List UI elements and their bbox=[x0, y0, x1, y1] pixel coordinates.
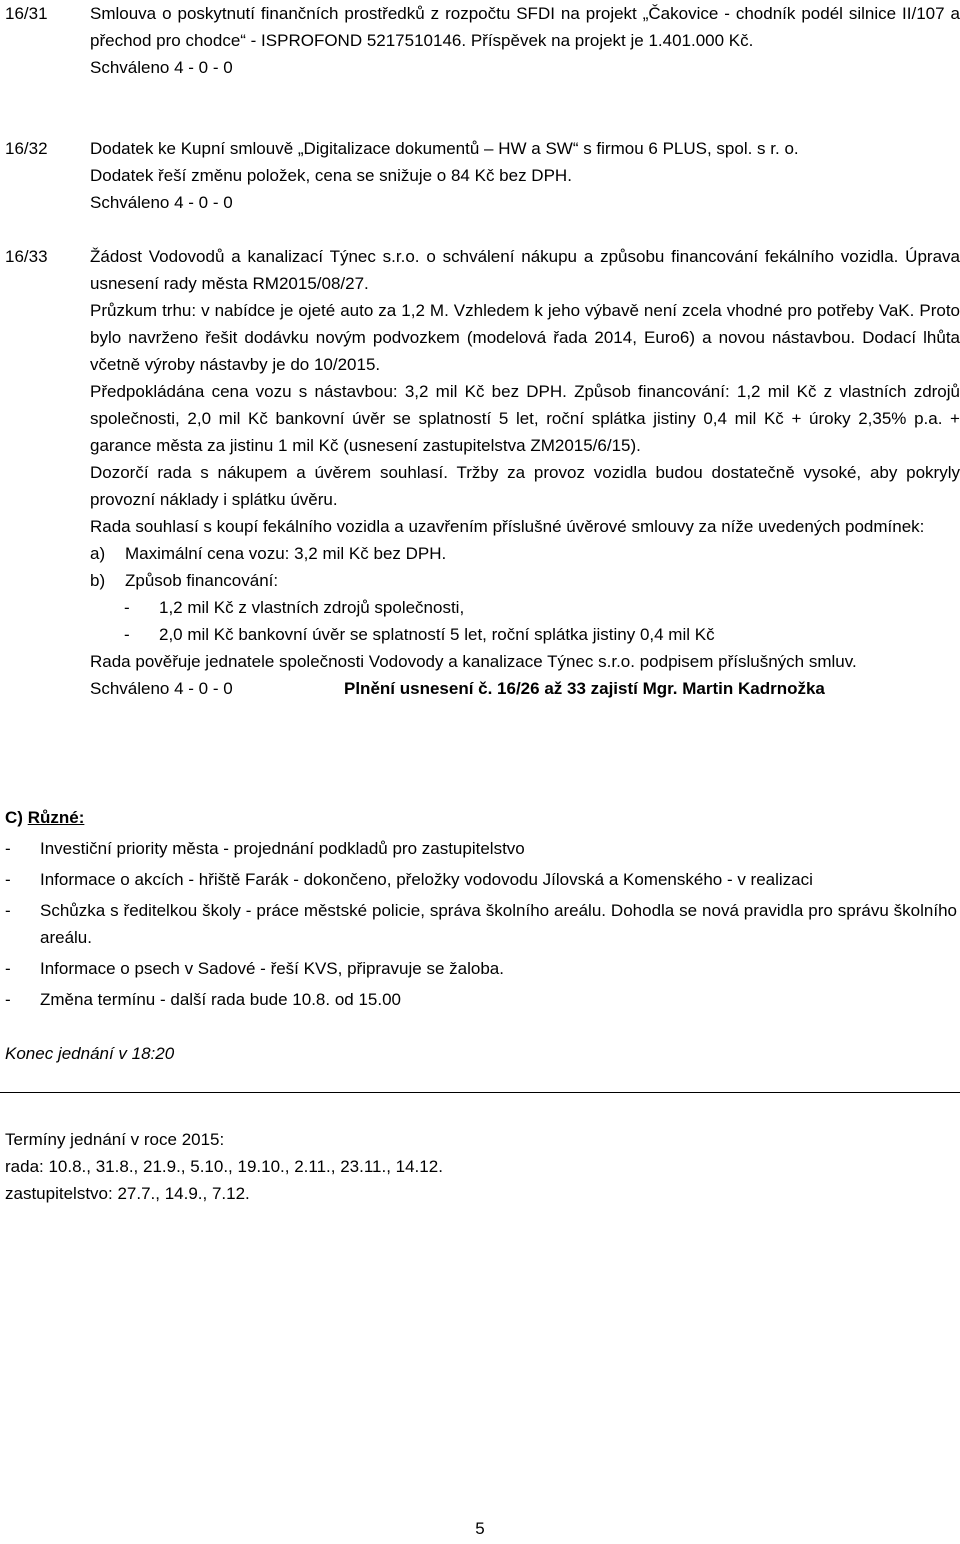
misc-item-text: Změna termínu - další rada bude 10.8. od 15.00 bbox=[40, 990, 402, 1009]
approval-vote: Schváleno 4 - 0 - 0 bbox=[90, 679, 233, 698]
misc-item bbox=[5, 866, 957, 893]
approval-vote: Schváleno 4 - 0 - 0 bbox=[90, 58, 233, 77]
misc-heading bbox=[5, 804, 957, 831]
resolution-number: 16/32 bbox=[5, 139, 48, 158]
condition-item bbox=[90, 540, 960, 567]
schedule-assembly: zastupitelstvo: 27.7., 14.9., 7.12. bbox=[5, 1184, 250, 1203]
resolution-16-33 bbox=[5, 243, 960, 702]
resolution-number: 16/33 bbox=[5, 247, 48, 266]
misc-list bbox=[5, 835, 957, 1013]
condition-label: b) bbox=[90, 571, 106, 590]
misc-item-text: Informace o psech v Sadové - řeší KVS, připravuje se žaloba. bbox=[40, 959, 504, 978]
end-note: Konec jednání v 18:20 bbox=[5, 1044, 175, 1063]
financing-dash: - bbox=[124, 625, 130, 644]
resolution-paragraph: Předpokládána cena vozu s nástavbou: 3,2 mil Kč bez DPH. Způsob financování: 1,2 mil Kč z vlastních zdrojů společnosti, 2,0 mil Kč bankovní úvěr se splatností 5 let, roční splátka jistiny 0,4 mil Kč + úroky 2,35% p.a. + garance města za jistinu 1 mil Kč (usnesení zastupitelstva ZM2015/6/15). bbox=[90, 382, 960, 455]
resolution-body bbox=[90, 0, 960, 81]
misc-heading-label: C) bbox=[5, 808, 23, 827]
resolution-body bbox=[90, 135, 960, 216]
resolution-paragraph: Dozorčí rada s nákupem a úvěrem souhlasí. Tržby za provoz vozidla budou dostatečně vysoké, aby pokryly provozní náklady i splátku úvěru. bbox=[90, 463, 960, 509]
resolution-text: Dodatek řeší změnu položek, cena se snižuje o 84 Kč bez DPH. bbox=[90, 166, 572, 185]
financing-text: 2,0 mil Kč bankovní úvěr se splatností 5 let, roční splátka jistiny 0,4 mil Kč bbox=[159, 625, 715, 644]
misc-dash: - bbox=[5, 870, 11, 889]
misc-item-text: Investiční priority města - projednání podkladů pro zastupitelstvo bbox=[40, 839, 525, 858]
misc-dash: - bbox=[5, 901, 11, 920]
financing-item bbox=[124, 621, 960, 648]
misc-dash: - bbox=[5, 990, 11, 1009]
resolution-16-32 bbox=[5, 135, 957, 216]
misc-section bbox=[5, 804, 957, 1013]
schedule-council: rada: 10.8., 31.8., 21.9., 5.10., 19.10., 2.11., 23.11., 14.12. bbox=[5, 1157, 443, 1176]
misc-item-text: Schůzka s ředitelkou školy - práce městské policie, správa školního areálu. Dohodla se nová pravidla pro správu školního areálu. bbox=[40, 901, 957, 947]
schedule-section bbox=[5, 1126, 905, 1207]
financing-text: 1,2 mil Kč z vlastních zdrojů společnosti, bbox=[159, 598, 465, 617]
divider-line bbox=[0, 1092, 960, 1093]
financing-list bbox=[124, 594, 960, 648]
fulfilment-note: Plnění usnesení č. 16/26 až 33 zajistí Mgr. Martin Kadrnožka bbox=[344, 679, 825, 698]
condition-text: Způsob financování: bbox=[125, 571, 279, 590]
misc-dash: - bbox=[5, 839, 11, 858]
resolution-16-31 bbox=[5, 0, 960, 81]
resolution-text: Dodatek ke Kupní smlouvě „Digitalizace dokumentů – HW a SW“ s firmou 6 PLUS, spol. s r. o. bbox=[90, 139, 799, 158]
schedule-title: Termíny jednání v roce 2015: bbox=[5, 1130, 225, 1149]
misc-heading-text: Různé: bbox=[27, 808, 85, 827]
misc-item bbox=[5, 835, 957, 862]
resolution-paragraph: Rada souhlasí s koupí fekálního vozidla a uzavřením příslušné úvěrové smlouvy za níže uvedených podmínek: bbox=[90, 517, 925, 536]
condition-item bbox=[90, 567, 960, 594]
resolution-closing: Rada pověřuje jednatele společnosti Vodovody a kanalizace Týnec s.r.o. podpisem příslušných smluv. bbox=[90, 652, 857, 671]
page-number: 5 bbox=[475, 1519, 485, 1538]
financing-dash: - bbox=[124, 598, 130, 617]
resolution-paragraph: Průzkum trhu: v nabídce je ojeté auto za 1,2 M. Vzhledem k jeho výbavě není zcela vhodné pro potřeby VaK. Proto bylo navrženo řešit dodávku novým podvozkem (modelová řada 2014, Euro6) a novou nástavbou. Dodací lhůta včetně výroby nástavby je do 10/2015. bbox=[90, 301, 960, 374]
conditions-list bbox=[90, 540, 960, 594]
resolution-body bbox=[90, 243, 960, 702]
financing-item bbox=[124, 594, 960, 621]
resolution-number: 16/31 bbox=[5, 4, 48, 23]
end-note-section bbox=[5, 1040, 957, 1067]
misc-item bbox=[5, 986, 957, 1013]
resolution-text: Smlouva o poskytnutí finančních prostředků z rozpočtu SFDI na projekt „Čakovice - chodník podél silnice II/107 a přechod pro chodce“ - ISPROFOND 5217510146. Příspěvek na projekt je 1.401.000 Kč. bbox=[90, 4, 960, 50]
condition-label: a) bbox=[90, 544, 106, 563]
misc-item-text: Informace o akcích - hřiště Farák - dokončeno, přeložky vodovodu Jílovská a Komenského - v realizaci bbox=[40, 870, 813, 889]
misc-dash: - bbox=[5, 959, 11, 978]
approval-line bbox=[90, 675, 960, 702]
misc-item bbox=[5, 955, 957, 982]
misc-item bbox=[5, 897, 957, 951]
approval-vote: Schváleno 4 - 0 - 0 bbox=[90, 193, 233, 212]
resolution-paragraph: Žádost Vodovodů a kanalizací Týnec s.r.o. o schválení nákupu a způsobu financování fekálního vozidla. Úprava usnesení rady města RM2015/08/27. bbox=[90, 247, 960, 293]
condition-text: Maximální cena vozu: 3,2 mil Kč bez DPH. bbox=[125, 544, 447, 563]
